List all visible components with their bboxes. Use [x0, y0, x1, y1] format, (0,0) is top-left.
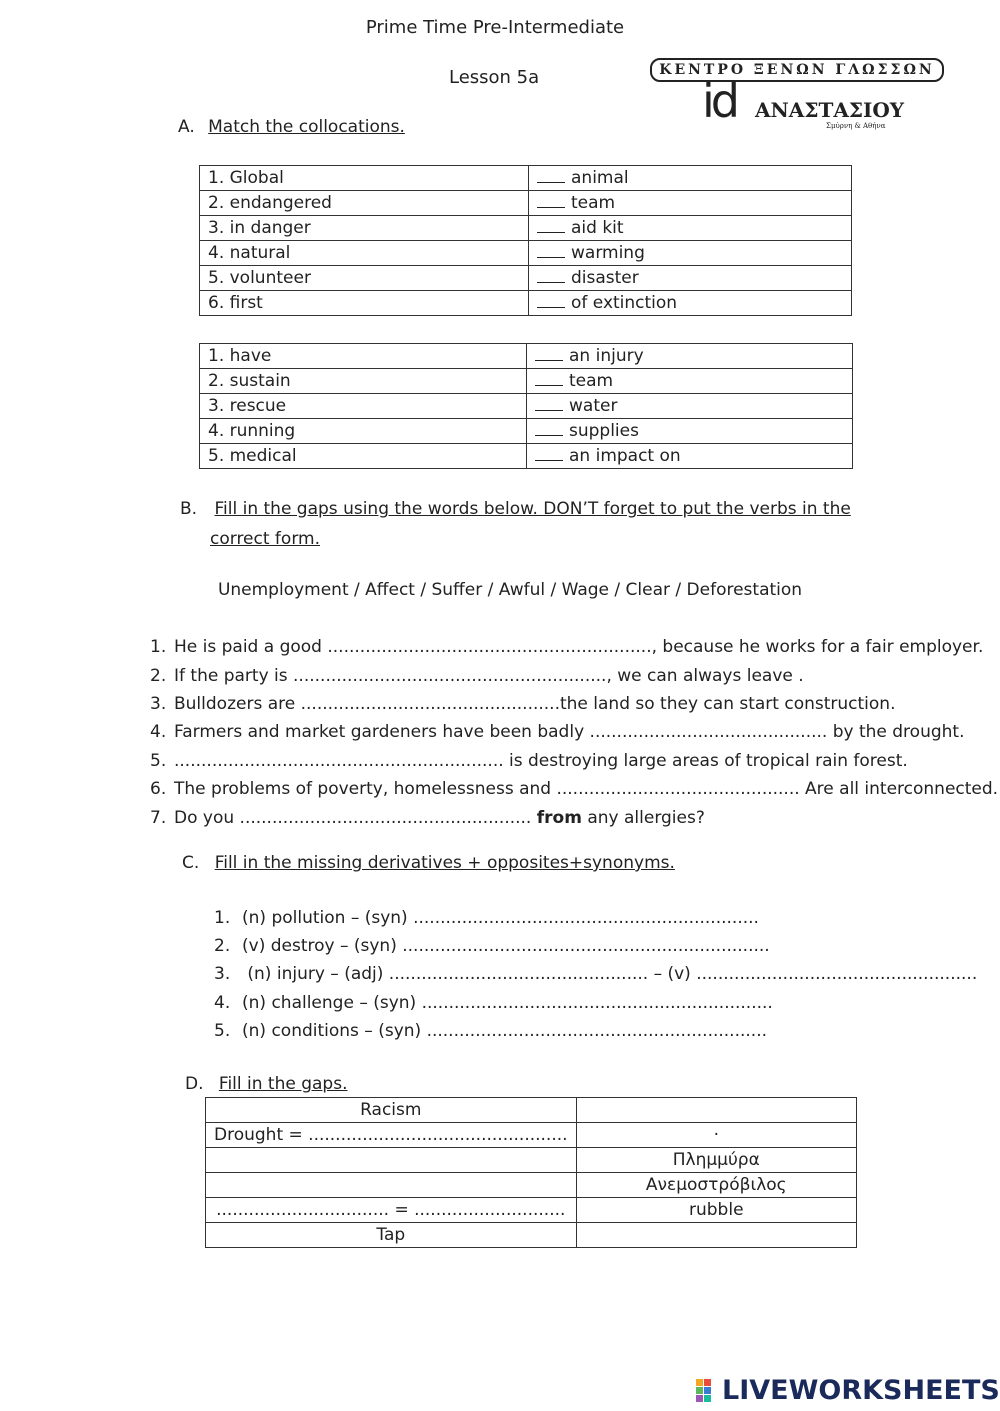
- school-name: ΑΝΑΣΤΑΣΙΟΥ: [755, 98, 905, 122]
- gap-sentence: 2. If the party is .........................................................., we can always leave .: [150, 666, 804, 686]
- collocation-row: [200, 344, 853, 369]
- school-logo-mark: id: [702, 74, 736, 128]
- collocation-ending: an impact on: [569, 446, 681, 466]
- gap-sentence: 1. He is paid a good ............................................................, because he works for a fair employer.: [150, 637, 984, 657]
- collocation-ending: aid kit: [571, 218, 624, 238]
- collocation-match: [529, 241, 852, 266]
- section-c-title: Fill in the missing derivatives + opposites+synonyms.: [214, 853, 675, 873]
- section-d-heading: [185, 1074, 348, 1094]
- collocation-match: [529, 216, 852, 241]
- lesson-label: Lesson 5a: [449, 67, 540, 88]
- section-b-title-line1: Fill in the gaps using the words below. DON’T forget to put the verbs in the: [214, 499, 851, 519]
- vocab-english-cell: Tap: [206, 1223, 577, 1248]
- collocation-match: [527, 419, 853, 444]
- collocation-row: [200, 216, 852, 241]
- section-b-heading: [180, 499, 851, 519]
- gap-sentence: 3. Bulldozers are ................................................the land so they can start construction.: [150, 694, 896, 714]
- collocation-start: 2. endangered: [200, 191, 529, 216]
- derivative-item: 5. (n) conditions – (syn) ...............................................................: [214, 1021, 768, 1041]
- collocation-ending: an injury: [569, 346, 644, 366]
- word-bank: Unemployment / Affect / Suffer / Awful / Wage / Clear / Deforestation: [217, 580, 803, 600]
- collocation-match: [527, 344, 853, 369]
- vocab-english-cell: ................................ = ............................: [206, 1198, 577, 1223]
- collocation-row: [200, 444, 853, 469]
- section-a-heading: [178, 117, 405, 137]
- collocation-row: [200, 419, 853, 444]
- section-c-heading: [182, 853, 675, 873]
- vocab-english-cell: [206, 1173, 577, 1198]
- vocab-row: [206, 1098, 857, 1123]
- vocab-row: [206, 1198, 857, 1223]
- school-banner: ΚΕΝΤΡΟ ΞΕΝΩΝ ΓΛΩΣΣΩΝ: [650, 58, 944, 82]
- collocation-start: 1. have: [200, 344, 527, 369]
- collocation-row: [200, 241, 852, 266]
- collocation-table-1: [199, 165, 852, 316]
- collocation-row: [200, 191, 852, 216]
- collocation-row: [200, 166, 852, 191]
- answer-blank[interactable]: [535, 346, 563, 361]
- collocation-row: [200, 369, 853, 394]
- answer-blank[interactable]: [537, 293, 565, 308]
- document-title: Prime Time Pre-Intermediate: [365, 17, 625, 38]
- vocab-greek-cell: Ανεμοστρόβιλος: [576, 1173, 856, 1198]
- section-d-letter: D.: [185, 1074, 204, 1094]
- section-b-title-line2: correct form.: [210, 529, 320, 549]
- collocation-ending: supplies: [569, 421, 639, 441]
- collocation-ending: of extinction: [571, 293, 678, 313]
- collocation-ending: water: [569, 396, 618, 416]
- collocation-match: [529, 191, 852, 216]
- vocab-english-cell: Racism: [206, 1098, 577, 1123]
- collocation-match: [529, 291, 852, 316]
- collocation-match: [529, 166, 852, 191]
- gap-sentence: 7. Do you ...................................................... from any allergies?: [150, 808, 705, 828]
- liveworksheets-watermark: LIVEWORKSHEETS: [722, 1375, 1000, 1406]
- collocation-start: 3. rescue: [200, 394, 527, 419]
- vocab-greek-cell: ·: [576, 1123, 856, 1148]
- collocation-match: [529, 266, 852, 291]
- vocab-row: [206, 1148, 857, 1173]
- vocabulary-table: [205, 1097, 857, 1248]
- collocation-ending: team: [569, 371, 614, 391]
- collocation-match: [527, 369, 853, 394]
- collocation-ending: team: [571, 193, 616, 213]
- vocab-greek-cell: [576, 1223, 856, 1248]
- answer-blank[interactable]: [535, 371, 563, 386]
- answer-blank[interactable]: [537, 268, 565, 283]
- collocation-start: 5. volunteer: [200, 266, 529, 291]
- section-a-title: Match the collocations.: [208, 117, 405, 137]
- vocab-english-cell: Drought = ................................................: [206, 1123, 577, 1148]
- derivative-item: 1. (n) pollution – (syn) ................................................................: [214, 908, 759, 928]
- vocab-english-cell: [206, 1148, 577, 1173]
- gap-sentence: 4. Farmers and market gardeners have been badly ............................................ by the drought.: [150, 722, 965, 742]
- collocation-start: 3. in danger: [200, 216, 529, 241]
- section-b-letter: B.: [180, 499, 198, 519]
- collocation-start: 5. medical: [200, 444, 527, 469]
- liveworksheets-logo-icon: [696, 1379, 720, 1403]
- derivative-item: 2. (v) destroy – (syn) ....................................................................: [214, 936, 770, 956]
- collocation-ending: disaster: [571, 268, 639, 288]
- answer-blank[interactable]: [535, 396, 563, 411]
- vocab-greek-cell: [576, 1098, 856, 1123]
- gap-sentence: 6. The problems of poverty, homelessness and ............................................. Are all interconnected.: [150, 779, 999, 799]
- collocation-start: 4. natural: [200, 241, 529, 266]
- collocation-start: 1. Global: [200, 166, 529, 191]
- collocation-ending: warming: [571, 243, 645, 263]
- vocab-row: [206, 1123, 857, 1148]
- collocation-row: [200, 266, 852, 291]
- section-a-letter: A.: [178, 117, 195, 137]
- collocation-match: [527, 444, 853, 469]
- collocation-table-2: [199, 343, 853, 469]
- answer-blank[interactable]: [537, 243, 565, 258]
- derivative-item: 4. (n) challenge – (syn) .................................................................: [214, 993, 773, 1013]
- answer-blank[interactable]: [535, 421, 563, 436]
- collocation-match: [527, 394, 853, 419]
- answer-blank[interactable]: [537, 218, 565, 233]
- vocab-row: [206, 1173, 857, 1198]
- collocation-start: 4. running: [200, 419, 527, 444]
- section-d-title: Fill in the gaps.: [218, 1074, 348, 1094]
- collocation-ending: animal: [571, 168, 629, 188]
- collocation-row: [200, 291, 852, 316]
- section-c-letter: C.: [182, 853, 200, 873]
- collocation-start: 6. first: [200, 291, 529, 316]
- vocab-greek-cell: Πλημμύρα: [576, 1148, 856, 1173]
- derivative-item: 3. (n) injury – (adj) ................................................ – (v) ....................................................: [214, 964, 978, 984]
- collocation-row: [200, 394, 853, 419]
- gap-sentence: 5. ............................................................. is destroying large areas of tropical rain forest.: [150, 751, 908, 771]
- answer-blank[interactable]: [537, 168, 565, 183]
- collocation-start: 2. sustain: [200, 369, 527, 394]
- answer-blank[interactable]: [537, 193, 565, 208]
- vocab-row: [206, 1223, 857, 1248]
- vocab-greek-cell: rubble: [576, 1198, 856, 1223]
- school-subtitle: Σμύρνη & Αθήνα: [826, 122, 886, 130]
- answer-blank[interactable]: [535, 446, 563, 461]
